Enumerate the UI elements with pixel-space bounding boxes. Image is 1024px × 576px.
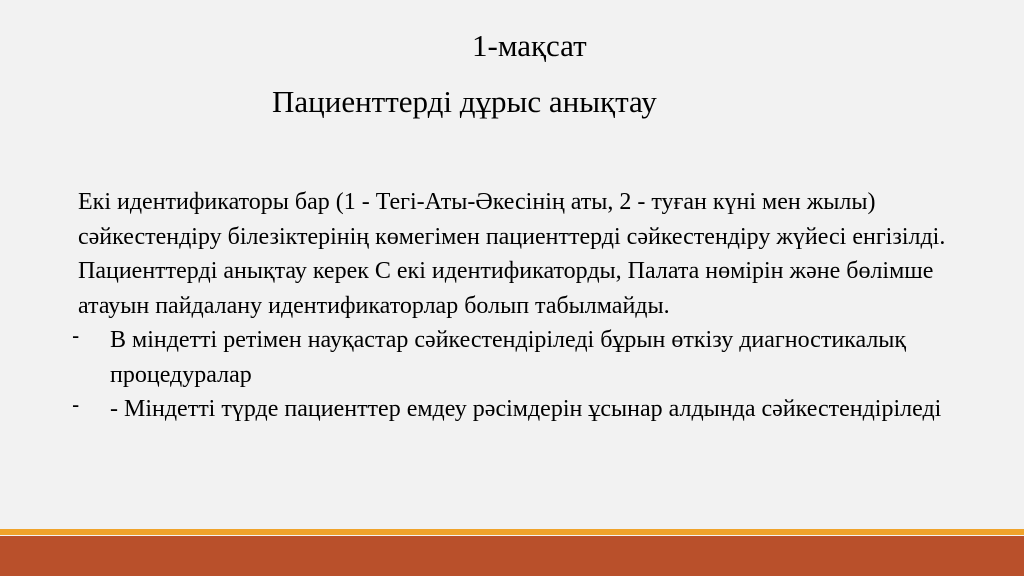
footer-accent-stripe xyxy=(0,529,1024,535)
bullet-item-1 xyxy=(72,323,1002,392)
bullet-list xyxy=(72,323,1002,427)
bullet-text-2: - Міндетті түрде пациенттер емдеу рәсімдерін ұсынар алдында сәйкестендіріледі xyxy=(110,396,942,422)
dash-bullet-icon: - xyxy=(72,392,80,417)
slide-body xyxy=(72,185,1002,427)
dash-bullet-icon: - xyxy=(72,323,80,348)
bullet-text-1: В міндетті ретімен науқастар сәйкестендіріледі бұрын өткізу диагностикалық процедуралар xyxy=(110,327,907,388)
slide-title-goal-name: Пациенттерді дұрыс анықтау xyxy=(272,84,657,119)
footer-bar xyxy=(0,536,1024,576)
body-paragraph: Екі идентификаторы бар (1 - Тегі-Аты-Әкесінің аты, 2 - туған күні мен жылы) сәйкестендіру білезіктерінің көмегімен пациенттерді сәйкестендіру жүйесі енгізілді. Пациенттерді анықтау керек С екі идентификаторды, Палата нөмірін және бөлімше атауын пайдалану идентификаторлар болып табылмайды. xyxy=(78,189,946,319)
bullet-item-2 xyxy=(72,392,1002,427)
slide-title-goal-number: 1-мақсат xyxy=(472,28,587,63)
